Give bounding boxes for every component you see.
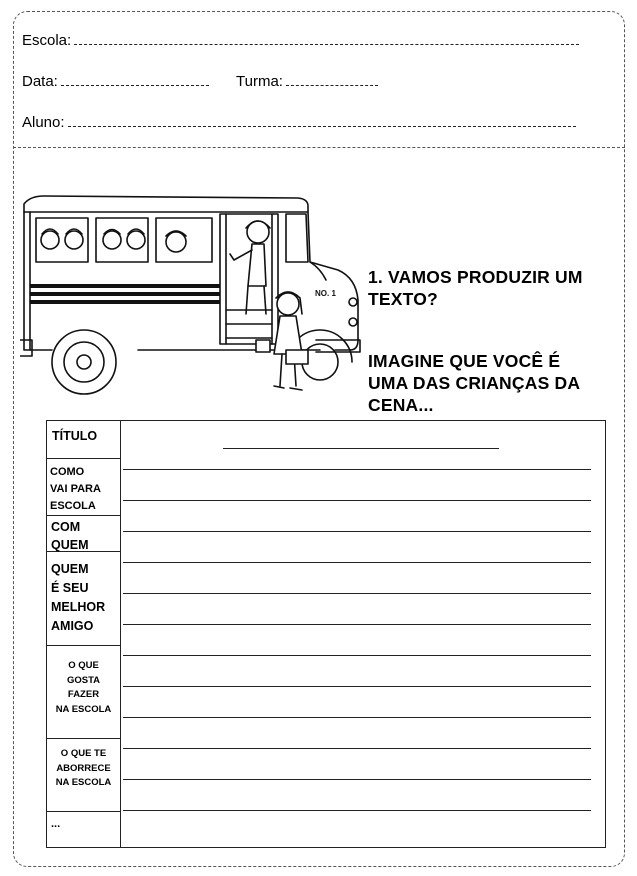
label-more: ... [51,818,61,830]
activity-prompt [368,266,583,310]
label-annoys-2: ABORRECE [56,762,111,774]
label-annoys-1: O QUE TE [60,748,107,759]
writing-line[interactable] [123,531,591,532]
row-how-go [47,459,120,516]
date-label: Data: [22,73,58,90]
label-how-go-3: ESCOLA [50,500,96,512]
label-best-friend-4: AMIGO [51,619,94,633]
school-bus-illustration [20,190,365,410]
class-input-line[interactable] [286,85,378,86]
label-best-friend-3: MELHOR [51,600,106,614]
writing-line[interactable] [123,810,591,811]
writing-line[interactable] [123,717,591,718]
label-likes-2: GOSTA [66,674,101,686]
row-likes [47,646,120,739]
writing-line[interactable] [123,624,591,625]
activity-instruction [368,350,580,416]
label-with-whom-2: QUEM [51,538,89,552]
label-likes-4: NA ESCOLA [55,703,112,715]
row-title [47,421,120,459]
writing-line[interactable] [123,500,591,501]
label-likes-1: O QUE [68,660,99,671]
writing-line[interactable] [123,593,591,594]
writing-table [46,420,606,848]
writing-line[interactable] [123,779,591,780]
label-how-go-2: VAI PARA [50,483,101,495]
label-title: TÍTULO [52,429,98,443]
prompt-line-3: IMAGINE QUE VOCÊ É [368,351,561,371]
date-input-line[interactable] [61,85,209,86]
prompt-line-5: CENA... [368,395,434,415]
prompt-line-4: UMA DAS CRIANÇAS DA [368,373,581,393]
writing-line[interactable] [123,469,591,470]
row-with-whom [47,516,120,552]
header-divider [13,147,625,148]
student-field[interactable] [22,114,576,131]
label-best-friend-2: É SEU [51,581,89,595]
label-annoys-3: NA ESCOLA [55,777,112,788]
writing-line[interactable] [123,655,591,656]
row-annoys [47,739,120,812]
label-likes-3: FAZER [67,689,100,700]
writing-line[interactable] [123,748,591,749]
bus-plate-label: NO. 1 [315,289,336,298]
row-best-friend [47,552,120,646]
writing-line[interactable] [123,562,591,563]
student-input-line[interactable] [68,126,576,127]
row-more [47,812,120,847]
date-field[interactable] [22,73,209,90]
student-label: Aluno: [22,114,65,131]
writing-line[interactable] [123,686,591,687]
prompt-line-2: TEXTO? [368,289,438,309]
class-label: Turma: [236,73,283,90]
prompt-line-1: 1. VAMOS PRODUZIR UM [368,267,583,287]
title-writing-line[interactable] [223,448,499,449]
school-field[interactable] [22,32,579,49]
class-field[interactable] [236,73,378,90]
label-with-whom-1: COM [51,520,81,534]
school-input-line[interactable] [74,44,579,45]
label-how-go-1: COMO [50,466,85,478]
school-label: Escola: [22,32,72,49]
label-best-friend-1: QUEM [51,562,89,576]
